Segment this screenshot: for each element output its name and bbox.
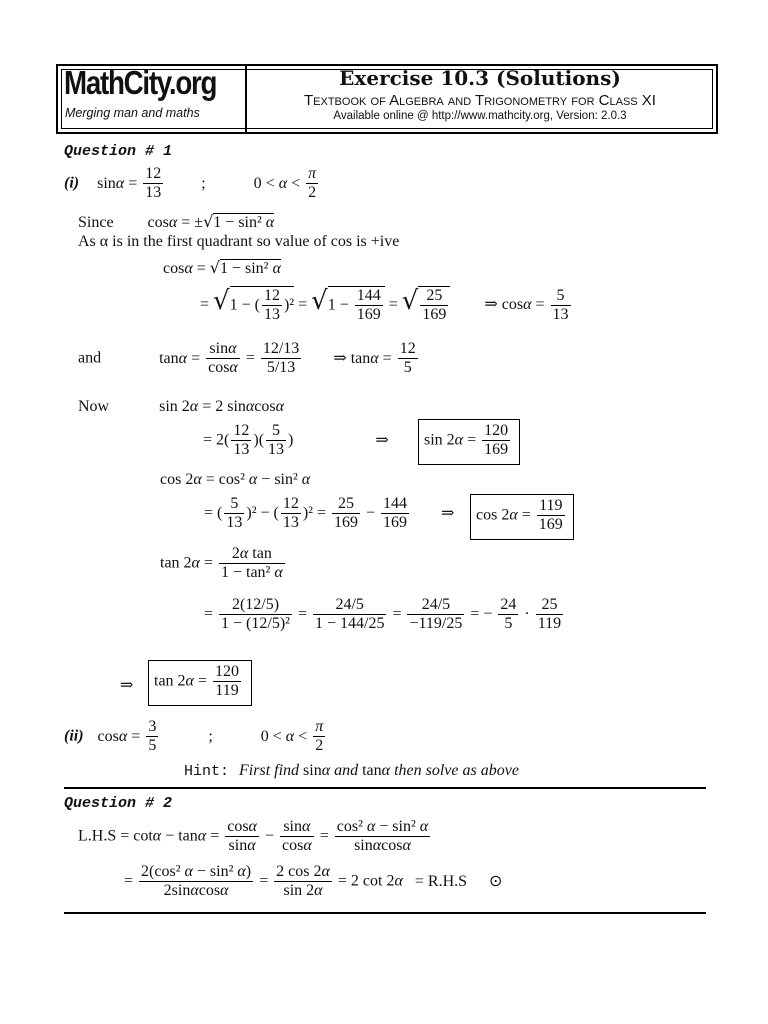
exercise-title: Exercise 10.3 (Solutions) — [339, 66, 621, 90]
tan2-arrow: ⇒ — [120, 677, 134, 694]
tan2-step-2: = $\frac{2(12/5)}{\text{1 − (12/5)²}}$ = $\frac{24/5}{1 - 144/25}$ = $\frac{24/5}{-119/25}$ = − $\frac{24}{5}$ · $\frac{25}{119}$ — [204, 596, 562, 633]
question-1-title: Question # 1 — [64, 143, 173, 160]
site-logo: MathCity.org — [64, 64, 217, 101]
cos2-step-1: cos 2α = cos² α − sin² α — [160, 471, 311, 488]
q1-given-equation: (i) sinα = $\frac{12}{13}$ ; 0 < α < $\frac{\pi}{2}$ — [64, 165, 317, 202]
section-divider-2 — [64, 912, 706, 914]
q2-line-2: = $\frac{\text{2(cos² α − sin² α)}}{2\sin\alpha\cos\alpha}$ = $\frac{2 \cos 2\alpha}{\sin 2\alpha}$ = 2 cot 2α = R.H.S ⊙ — [124, 863, 503, 900]
q2-line-1: L.H.S = cotα − tanα = $\frac{\cos\alpha}{\sin\alpha}$ − $\frac{\sin\alpha}{\cos\alpha}$ = $\frac{\text{cos² α − sin² α}}{\sin\alpha\cos\alpha}$ — [78, 818, 429, 855]
since-line: Since cosα = ±√1 − sin² α — [78, 212, 275, 231]
cos-step-2: = √1 − ( $\frac{12}{13}$ )² = √1 − $\frac{144}{169}$ = √ $\frac{25}{169}$ ⇒ cosα = $\frac{5}{13}$ — [200, 286, 569, 324]
site-tagline: Merging man and maths — [65, 106, 200, 120]
end-of-proof-icon: ⊙ — [489, 870, 503, 890]
availability-note: Available online @ http://www.mathcity.org, Version: 2.0.3 — [333, 110, 627, 122]
page-header — [56, 64, 718, 134]
quadrant-statement: As α is in the first quadrant so value of cos is +ive — [78, 233, 400, 250]
since-label: Since — [78, 214, 114, 231]
sin2-result-box: sin 2α = $\frac{120}{169}$ — [418, 419, 520, 465]
book-subtitle: Textbook of Algebra and Trigonometry for Class XI — [304, 92, 656, 109]
now-line: Now sin 2α = 2 sinαcosα — [78, 398, 285, 415]
q1-part-ii-given: (ii) cosα = $\frac{3}{5}$ ; 0 < α < $\frac{\pi}{2}$ — [64, 718, 324, 755]
cos2-result-box: cos 2α = $\frac{119}{169}$ — [470, 494, 574, 540]
now-label: Now — [78, 398, 110, 415]
part-ii-label: (ii) — [64, 727, 84, 745]
section-divider-1 — [64, 787, 706, 789]
question-2-title: Question # 2 — [64, 795, 173, 812]
tan2-step-1: tan 2α = $\frac{\text{2α tan}}{\text{1 − tan² α}}$ — [160, 545, 283, 582]
tan-line: and tanα = $\frac{\sin\alpha}{\cos\alpha}$ = $\frac{12/13}{5/13}$ ⇒ tanα = $\frac{12}{5}$ — [78, 340, 416, 377]
cos-step-1: cosα = √1 − sin² α — [163, 258, 281, 277]
cos2-step-2: = ( $\frac{5}{13}$ )² − ( $\frac{12}{13}$ )² = $\frac{25}{169}$ − $\frac{144}{169}$ ⇒ — [204, 495, 455, 532]
sin2-step: = 2( $\frac{12}{13}$ )( $\frac{5}{13}$ ) ⇒ — [203, 422, 389, 459]
and-label: and — [78, 349, 102, 367]
hint-label: Hint: — [184, 763, 230, 780]
hint-line: Hint: First find sinα and tanα then solve as above — [184, 762, 519, 780]
part-i-label: (i) — [64, 174, 80, 192]
tan2-result-box: tan 2α = $\frac{120}{119}$ — [148, 660, 252, 706]
